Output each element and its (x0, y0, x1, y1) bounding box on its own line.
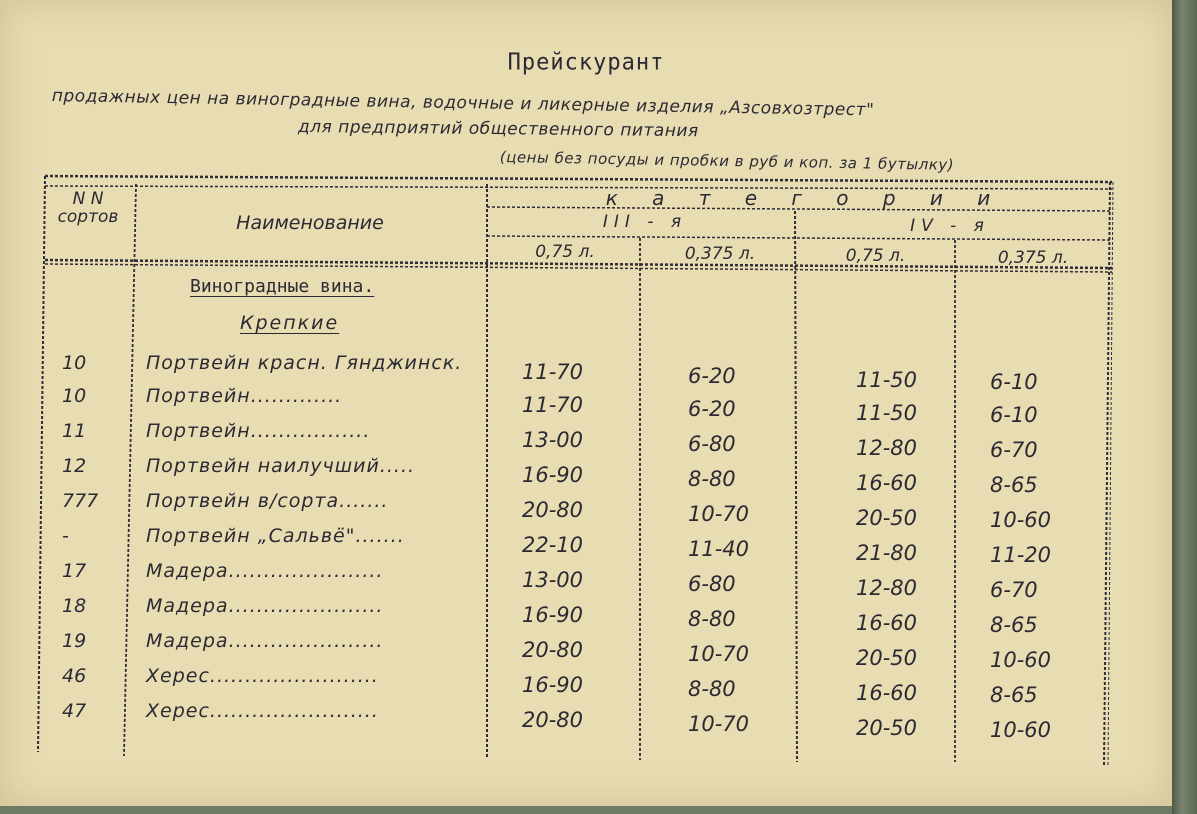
cell-c4-0375: 6-70 (990, 578, 1038, 602)
cell-c3-0375: 11-40 (688, 537, 750, 561)
cell-c4-0375: 8-65 (990, 683, 1038, 707)
page-title: Прейскурант (507, 49, 665, 76)
header-category-3: III - я (602, 212, 688, 232)
cell-name: Херес........................ (146, 665, 379, 687)
cell-name: Портвейн в/сорта....... (146, 490, 389, 512)
cell-num: 10 (62, 385, 87, 407)
cell-c3-0375: 6-80 (688, 572, 736, 596)
cell-num: 17 (62, 560, 87, 582)
cell-num: 18 (62, 595, 87, 617)
subtitle-line-2: для предприятий общественного питания (297, 117, 699, 142)
cell-c3-0375: 8-80 (688, 677, 736, 701)
cell-c4-0375: 10-60 (990, 648, 1052, 672)
cell-c3-075: 20-80 (522, 498, 584, 522)
cell-num: 12 (62, 455, 87, 477)
cell-c3-0375: 6-20 (688, 364, 736, 388)
cell-c3-0375: 10-70 (688, 642, 750, 666)
cell-name: Портвейн красн. Гянджинск. (146, 352, 463, 374)
cell-c4-0375: 8-65 (990, 473, 1038, 497)
cell-c3-075: 16-90 (522, 463, 584, 487)
price-note: (цены без посуды и пробки в руб и коп. за 1 бутылку) (499, 148, 955, 174)
cell-c4-0375: 10-60 (990, 718, 1052, 742)
cell-c3-0375: 8-80 (688, 607, 736, 631)
cell-c3-0375: 6-20 (688, 397, 736, 421)
cell-c3-0375: 8-80 (688, 467, 736, 491)
cell-c3-075: 11-70 (522, 393, 584, 417)
cell-name: Мадера...................... (146, 560, 384, 582)
cell-c3-075: 20-80 (522, 708, 584, 732)
cell-name: Портвейн................. (146, 420, 371, 442)
cell-c3-075: 13-00 (522, 428, 584, 452)
cell-c4-075: 12-80 (856, 436, 918, 460)
cell-c4-075: 16-60 (856, 681, 918, 705)
header-c4-075: 0,75 л. (845, 246, 906, 266)
header-number-col: N N сортов (57, 189, 119, 227)
cell-num: 11 (62, 420, 87, 442)
cell-c3-0375: 10-70 (688, 712, 750, 736)
header-c3-0375: 0,375 л. (684, 244, 756, 264)
cell-name: Портвейн наилучший..... (146, 455, 416, 477)
subtitle-line-1: продажных цен на виноградные вина, водочные и ликерные изделия „Азсовхозтрест" (51, 86, 875, 121)
header-c3-075: 0,75 л. (535, 242, 595, 262)
header-category-4: IV - я (910, 216, 990, 236)
cell-c4-075: 20-50 (856, 506, 918, 530)
cell-num: 19 (62, 630, 87, 652)
cell-c4-075: 11-50 (856, 401, 918, 425)
cell-c3-0375: 6-80 (688, 432, 736, 456)
cell-c4-0375: 6-10 (990, 403, 1038, 427)
cell-c4-075: 11-50 (856, 368, 918, 392)
cell-name: Мадера...................... (146, 630, 384, 652)
cell-num: 777 (62, 490, 99, 512)
cell-c3-075: 11-70 (522, 360, 584, 384)
cell-c4-075: 16-60 (856, 471, 918, 495)
cell-c3-075: 16-90 (522, 603, 584, 627)
cell-c4-075: 16-60 (856, 611, 918, 635)
cell-c4-0375: 8-65 (990, 613, 1038, 637)
cell-c4-0375: 10-60 (990, 508, 1052, 532)
cell-c4-075: 20-50 (856, 716, 918, 740)
cell-name: Мадера...................... (146, 595, 384, 617)
cell-c4-0375: 6-10 (990, 370, 1038, 394)
cell-c4-0375: 6-70 (990, 438, 1038, 462)
cell-c3-075: 22-10 (522, 533, 584, 557)
header-name-col: Наименование (236, 212, 384, 234)
cell-name: Херес........................ (146, 700, 379, 722)
header-categories: к а т е г о р и и (605, 186, 1005, 210)
cell-c3-075: 16-90 (522, 673, 584, 697)
cell-name: Портвейн „Сальвё"....... (146, 525, 405, 547)
cell-name: Портвейн............. (146, 385, 343, 407)
cell-c3-0375: 10-70 (688, 502, 750, 526)
cell-c4-075: 21-80 (856, 541, 918, 565)
cell-c4-075: 12-80 (856, 576, 918, 600)
header-c4-0375: 0,375 л. (997, 248, 1069, 268)
binding-edge (1172, 0, 1197, 814)
cell-c3-075: 13-00 (522, 568, 584, 592)
section-title: Виноградные вина. (190, 276, 375, 297)
cell-c3-075: 20-80 (522, 638, 584, 662)
subsection-title: Крепкие (240, 312, 340, 334)
cell-num: 46 (62, 665, 87, 687)
cell-num: 10 (62, 352, 87, 374)
cell-num: - (62, 525, 69, 547)
cell-c4-075: 20-50 (856, 646, 918, 670)
cell-num: 47 (62, 700, 87, 722)
cell-c4-0375: 11-20 (990, 543, 1052, 567)
